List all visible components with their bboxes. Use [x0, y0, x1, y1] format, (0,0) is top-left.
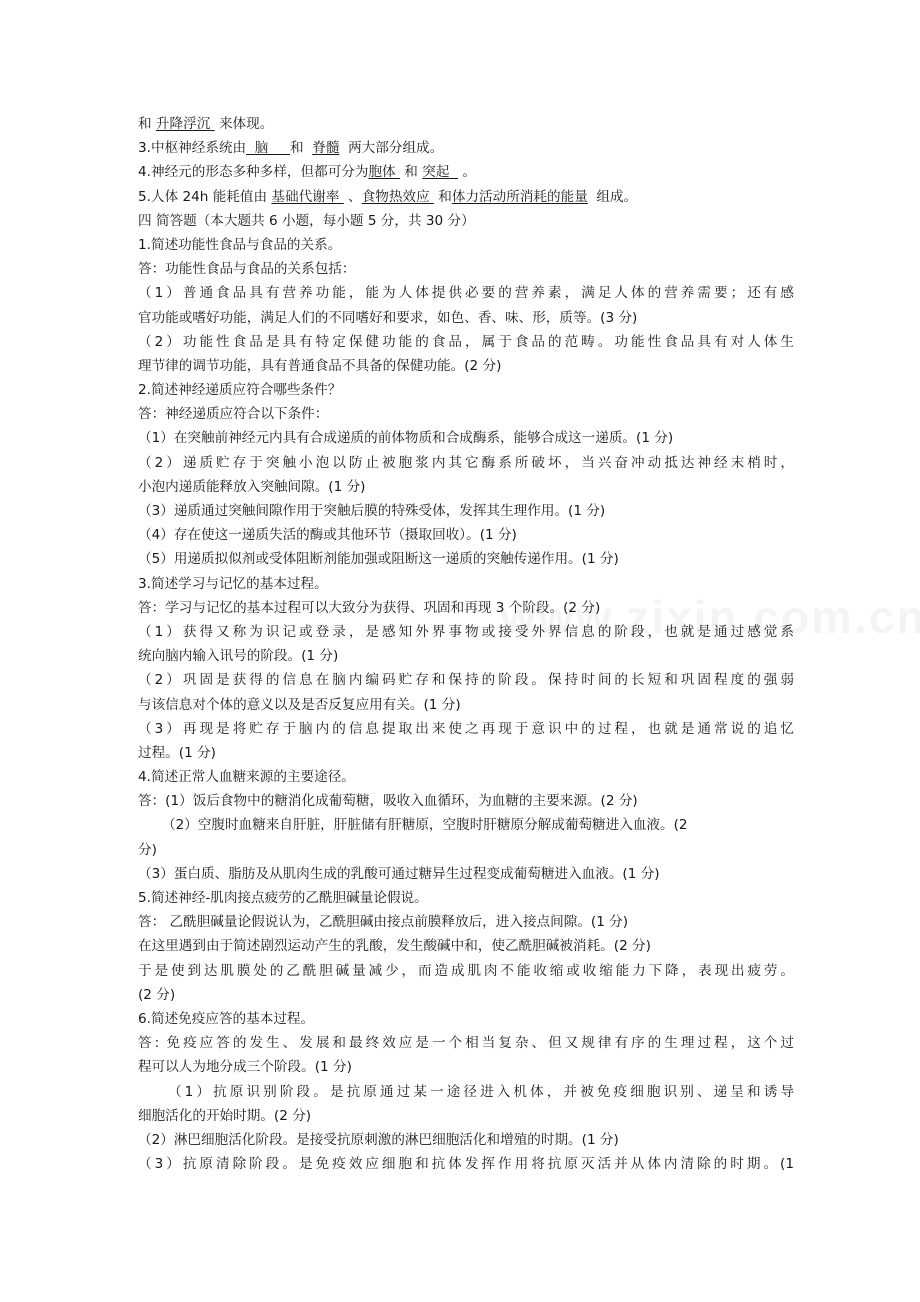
answer-line: 程可以人为地分成三个阶段。(1 分) — [138, 1059, 352, 1076]
fill-in-blank-answers — [138, 112, 794, 209]
answer-line: 答：神经递质应符合以下条件： — [138, 406, 329, 423]
answer-line: 答： 乙酰胆碱量论假说认为，乙酰胆碱由接点前膜释放后，进入接点间隙。(1 分) — [138, 914, 629, 931]
answer-line: （2）巩固是获得的信息在脑内编码贮存和保持的阶段。保持时间的长短和巩固程度的强弱 — [138, 672, 794, 689]
answer-line: 小泡内递质能释放入突触间隙。(1 分) — [138, 478, 366, 495]
answer-line: （2）淋巴细胞活化阶段。是接受抗原刺激的淋巴细胞活化和增殖的时期。(1 分) — [138, 1131, 619, 1148]
answer-line: 答: 免疫应答的发生、发展和最终效应是一个相当复杂、但又规律有序的生理过程，这个过 — [138, 1035, 794, 1052]
answer-line: 答：学习与记忆的基本过程可以大致分为获得、巩固和再现 3 个阶段。(2 分) — [138, 599, 601, 616]
blank-text: 3.中枢神经系统由 — [138, 140, 247, 157]
blank-text: 和 — [399, 164, 423, 181]
blank-answer: 食物热效应 — [361, 188, 434, 205]
blank-text: 和 — [138, 116, 156, 132]
blank-text: 来体现。 — [214, 116, 274, 132]
question-title: 3.简述学习与记忆的基本过程。 — [138, 575, 328, 592]
short-answer-section — [138, 233, 794, 1176]
answer-line: （5）用递质拟似剂或受体阻断剂能加强或阻断这一递质的突触传递作用。(1 分) — [138, 551, 619, 568]
blank-answer: 突起 — [422, 164, 459, 181]
answer-line: 在这里遇到由于简述剧烈运动产生的乳酸，发生酸碱中和，使乙酰胆碱被消耗。(2 分) — [138, 938, 651, 955]
question-title: 2.简述神经递质应符合哪些条件？ — [138, 382, 342, 399]
answer-line: （3）再现是将贮存于脑内的信息提取出来使之再现于意识中的过程，也就是通常说的追忆 — [138, 720, 794, 737]
answer-line: （1）普通食品具有营养功能，能为人体提供必要的营养素，满足人体的营养需要；还有感 — [138, 285, 794, 302]
question-title: 4.简述正常人血糖来源的主要途径。 — [138, 769, 355, 786]
blank-answer-line — [138, 160, 794, 184]
blank-answer: 胞体 — [368, 164, 400, 181]
blank-text: 和 — [289, 140, 313, 157]
document-body — [138, 112, 794, 1176]
answer-line: （3）递质通过突触间隙作用于突触后膜的特殊受体，发挥其生理作用。(1 分) — [138, 503, 606, 519]
answer-line: （1）抗原识别阶段。是抗原通过某一途径进入机体，并被免疫细胞识别、递呈和诱导 — [168, 1083, 794, 1100]
blank-text: 5.人体 24h 能耗值由 — [138, 188, 272, 205]
answer-line: (2 分) — [138, 986, 176, 1003]
answer-line: （2）递质贮存于突触小泡以防止被胞浆内其它酶系所破坏，当兴奋冲动抵达神经末梢时， — [138, 454, 794, 471]
blank-answer: 体力活动所消耗的能量 — [451, 188, 588, 205]
answer-line: 答：(1）饭后食物中的糖消化成葡萄糖，吸收入血循环，为血糖的主要来源。(2 分) — [138, 793, 638, 810]
answer-line: （1）获得又称为识记或登录，是感知外界事物或接受外界信息的阶段，也就是通过感觉系 — [138, 623, 794, 640]
answer-line: 于是使到达肌膜处的乙酰胆碱量减少，而造成肌肉不能收缩或收缩能力下降，表现出疲劳。 — [138, 962, 794, 979]
blank-answer: 升降浮沉 — [155, 116, 215, 132]
answer-line: 答：功能性食品与食品的关系包括： — [138, 261, 356, 278]
section-heading: 四 简答题（本大题共 6 小题，每小题 5 分，共 30 分） — [138, 212, 475, 229]
blank-text: 4.神经元的形态多种多样，但都可分为 — [138, 164, 369, 181]
blank-answer-line — [138, 136, 794, 160]
answer-line: 过程。(1 分) — [138, 744, 216, 761]
blank-text: 两大部分组成。 — [339, 140, 444, 157]
blank-answer-line — [138, 112, 794, 136]
answer-line: （3）蛋白质、脂肪及从肌肉生成的乳酸可通过糖异生过程变成葡萄糖进入血液。(1 分) — [138, 865, 660, 882]
answer-line: （1）在突触前神经元内具有合成递质的前体物质和合成酶系，能够合成这一递质。(1 分) — [138, 430, 674, 447]
blank-text: 。 — [458, 164, 476, 181]
question-title: 5.简述神经-肌肉接点疲劳的乙酰胆碱量论假说。 — [138, 890, 428, 906]
blank-text: 和 — [433, 188, 452, 205]
answer-line: （4）存在使这一递质失活的酶或其他环节（摄取回收）。(1 分) — [138, 527, 517, 544]
answer-line: 官功能或嗜好功能，满足人们的不同嗜好和要求，如色、香、味、形，质等。(3 分) — [138, 309, 638, 326]
answer-line: 细胞活化的开始时期。(2 分) — [138, 1107, 312, 1124]
blank-answer-line — [138, 185, 794, 209]
blank-text: 组成。 — [587, 188, 638, 205]
answer-line: （3）抗原清除阶段。是免疫效应细胞和抗体发挥作用将抗原灭活并从体内清除的时期。(1 — [138, 1156, 794, 1173]
answer-line: （2）空腹时血糖来自肝脏，肝脏储有肝糖原，空腹时肝糖原分解成葡萄糖进入血液。(2 — [162, 817, 688, 834]
answer-line: 统向脑内输入讯号的阶段。(1 分) — [138, 648, 339, 665]
question-title: 6.简述免疫应答的基本过程。 — [138, 1010, 315, 1027]
blank-answer: 脑 — [246, 140, 290, 157]
blank-text: 、 — [343, 188, 362, 205]
answer-line: （2）功能性食品是具有特定保健功能的食品，属于食品的范畴。功能性食品具有对人体生 — [138, 333, 794, 350]
blank-answer: 基础代谢率 — [271, 188, 344, 205]
question-title: 1.简述功能性食品与食品的关系。 — [138, 236, 342, 253]
answer-line: 与该信息对个体的意义以及是否反复应用有关。(1 分) — [138, 696, 461, 713]
answer-line: 分) — [138, 841, 157, 858]
blank-answer: 脊髓 — [312, 140, 340, 157]
answer-line: 理节律的调节功能，具有普通食品不具备的保健功能。(2 分) — [138, 357, 502, 374]
